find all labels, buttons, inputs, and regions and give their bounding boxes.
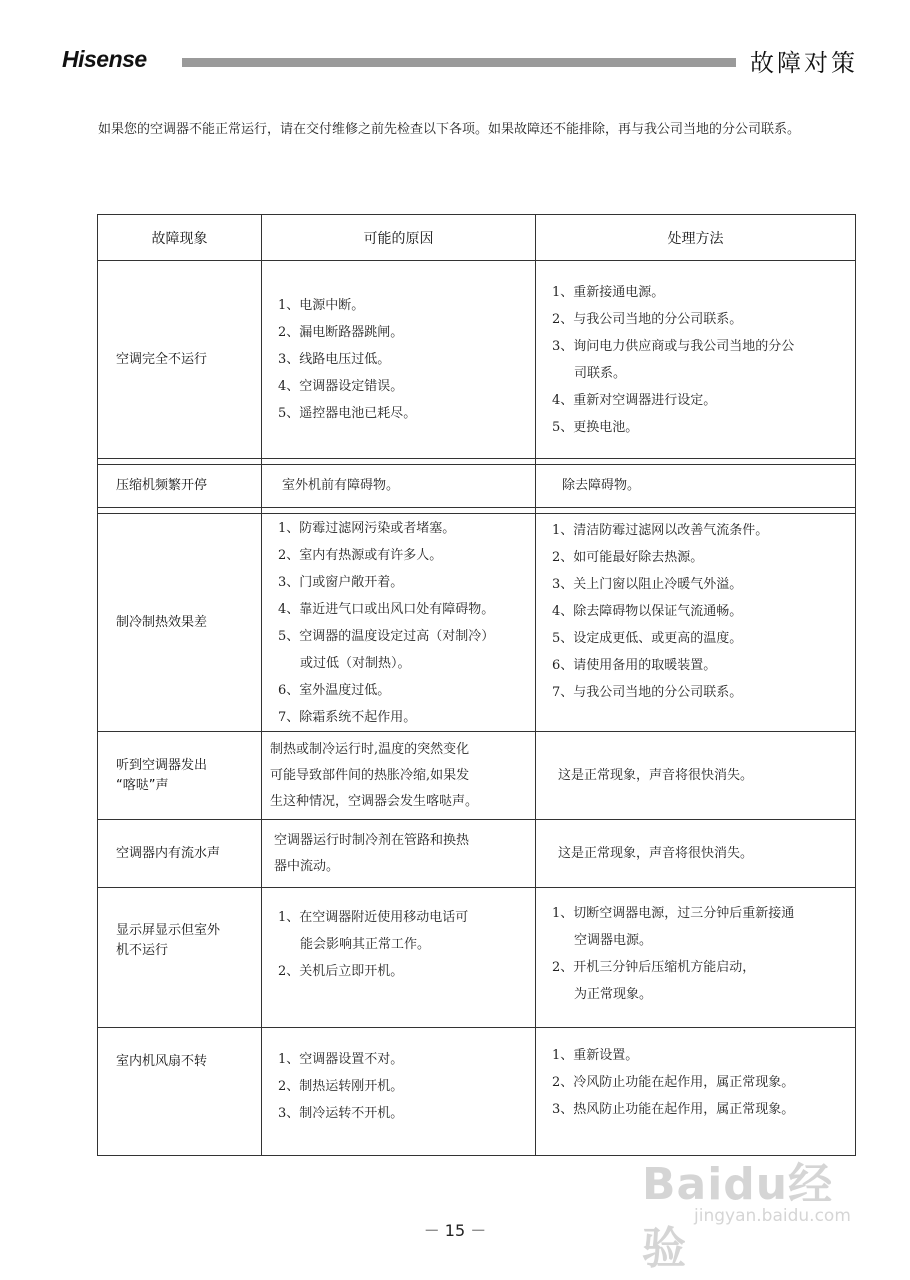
symptom-line: 机不运行: [116, 943, 169, 958]
symptom-cell: 压缩机频繁开停: [98, 465, 262, 508]
cause-text: 室外机前有障碍物。: [282, 478, 400, 493]
list-item: 5、更换电池。: [552, 419, 639, 435]
page-header: [0, 0, 910, 100]
header-symptom: 故障现象: [98, 215, 262, 261]
symptom-cell: [98, 732, 262, 820]
list-item: 空调器电源。: [574, 933, 653, 948]
remedy-text: 除去障碍物。: [562, 478, 641, 493]
cause-cell: [262, 1028, 536, 1156]
table-row: [98, 514, 856, 732]
list-item: 1、重新设置。: [552, 1048, 639, 1063]
symptom-cell: 室内机风扇不转: [98, 1028, 262, 1156]
list-item: 3、询问电力供应商或与我公司当地的分公: [552, 338, 795, 354]
list-item: 3、关上门窗以阻止冷暖气外溢。: [552, 577, 743, 592]
list-item: 3、热风防止功能在起作用，属正常现象。: [552, 1102, 795, 1117]
header-cause: 可能的原因: [262, 215, 536, 261]
cause-cell: [262, 465, 536, 508]
table-row: [98, 732, 856, 820]
list-item: 2、冷风防止功能在起作用，属正常现象。: [552, 1075, 795, 1090]
symptom-cell: 空调完全不运行: [98, 261, 262, 459]
cause-line: 可能导致部件间的热胀冷缩,如果发: [270, 767, 470, 783]
list-item: 5、空调器的温度设定过高（对制冷）: [278, 629, 495, 644]
cause-cell: [262, 514, 536, 732]
cause-cell: [262, 261, 536, 459]
list-item: 2、如可能最好除去热源。: [552, 550, 704, 565]
cause-line: 器中流动。: [274, 858, 340, 874]
remedy-text: 这是正常现象，声音将很快消失。: [558, 767, 754, 783]
list-item: 能会影响其正常工作。: [300, 937, 431, 952]
watermark-logo: Baidu经验: [642, 1159, 834, 1274]
list-item: 1、空调器设置不对。: [278, 1052, 404, 1067]
hisense-logo: Hisense: [62, 46, 147, 72]
list-item: 5、设定成更低、或更高的温度。: [552, 631, 743, 646]
list-item: 或过低（对制热）。: [300, 656, 411, 671]
list-item: 3、制冷运转不开机。: [278, 1106, 404, 1121]
list-item: 1、防霉过滤网污染或者堵塞。: [278, 521, 456, 536]
table-row: [98, 888, 856, 1028]
list-item: 6、室外温度过低。: [278, 683, 391, 698]
list-item: 4、空调器设定错误。: [278, 379, 404, 394]
table-row: [98, 1028, 856, 1156]
header-remedy: 处理方法: [536, 215, 856, 261]
remedy-cell: [536, 465, 856, 508]
remedy-cell: [536, 820, 856, 888]
page-title: 故障对策: [750, 49, 858, 77]
symptom-cell: 空调器内有流水声: [98, 820, 262, 888]
cause-line: 制热或制冷运行时,温度的突然变化: [270, 741, 470, 757]
cause-line: 生这种情况，空调器会发生喀哒声。: [270, 793, 479, 809]
symptom-line: 显示屏显示但室外: [116, 923, 221, 938]
list-item: 7、与我公司当地的分公司联系。: [552, 685, 743, 700]
cause-cell: [262, 732, 536, 820]
table-row: [98, 261, 856, 459]
list-item: 4、靠近进气口或出风口处有障碍物。: [278, 602, 495, 617]
remedy-cell: [536, 732, 856, 820]
table-row: [98, 465, 856, 508]
list-item: 2、漏电断路器跳闸。: [278, 325, 404, 340]
list-item: 4、除去障碍物以保证气流通畅。: [552, 604, 743, 619]
remedy-cell: [536, 1028, 856, 1156]
list-item: 1、重新接通电源。: [552, 284, 665, 300]
remedy-cell: [536, 514, 856, 732]
list-item: 1、清洁防霉过滤网以改善气流条件。: [552, 523, 769, 538]
list-item: 2、开机三分钟后压缩机方能启动，: [552, 960, 756, 975]
list-item: 1、在空调器附近使用移动电话可: [278, 910, 469, 925]
list-item: 司联系。: [574, 365, 627, 381]
symptom-cell: [98, 888, 262, 1028]
symptom-line: 听到空调器发出: [116, 757, 208, 773]
list-item: 3、门或窗户敞开着。: [278, 575, 404, 590]
list-item: 7、除霜系统不起作用。: [278, 710, 417, 725]
remedy-cell: [536, 888, 856, 1028]
header-divider-bar: [182, 58, 736, 67]
table-header-row: [98, 215, 856, 261]
list-item: 1、切断空调器电源，过三分钟后重新接通: [552, 906, 795, 921]
remedy-cell: [536, 261, 856, 459]
list-item: 6、请使用备用的取暖装置。: [552, 658, 717, 673]
list-item: 1、电源中断。: [278, 298, 365, 313]
page-number: － 15 －: [423, 1221, 487, 1240]
cause-cell: [262, 888, 536, 1028]
cause-cell: [262, 820, 536, 888]
list-item: 5、遥控器电池已耗尽。: [278, 406, 417, 421]
list-item: 3、线路电压过低。: [278, 352, 391, 367]
watermark-url: jingyan.baidu.com: [694, 1206, 851, 1226]
troubleshooting-table: [97, 214, 856, 1156]
list-item: 2、制热运转刚开机。: [278, 1079, 404, 1094]
list-item: 2、室内有热源或有许多人。: [278, 548, 443, 563]
symptom-line: “喀哒”声: [116, 777, 169, 793]
list-item: 2、关机后立即开机。: [278, 964, 404, 979]
list-item: 2、与我公司当地的分公司联系。: [552, 311, 743, 327]
remedy-text: 这是正常现象，声音将很快消失。: [558, 845, 754, 861]
list-item: 4、重新对空调器进行设定。: [552, 392, 717, 408]
list-item: 为正常现象。: [574, 987, 653, 1002]
cause-line: 空调器运行时制冷剂在管路和换热: [274, 832, 470, 848]
table-row: [98, 820, 856, 888]
symptom-cell: 制冷制热效果差: [98, 514, 262, 732]
intro-paragraph: 如果您的空调器不能正常运行，请在交付维修之前先检查以下各项。如果故障还不能排除，再与我公司当地的分公司联系。: [98, 122, 801, 137]
